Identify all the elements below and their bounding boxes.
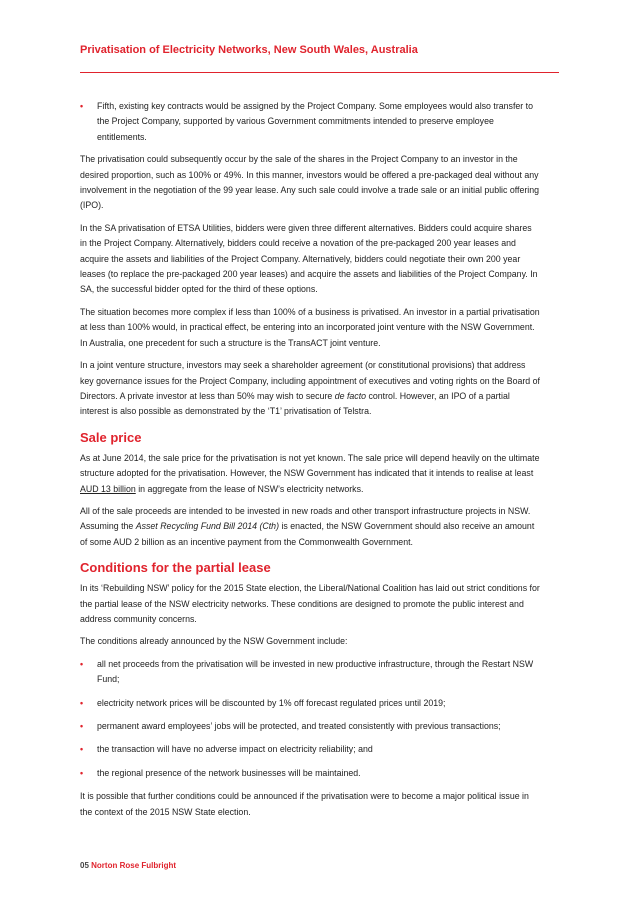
bullet-icon: • — [80, 658, 84, 669]
text-run: control. However, an IPO of a partial interest is also possible as demonstrated by the ‘T1’ privatisation of Telstra. — [80, 390, 510, 417]
list-item — [80, 742, 540, 757]
section-heading-conditions: Conditions for the partial lease — [80, 560, 271, 576]
text-run: As at June 2014, the sale price for the privatisation is not yet known. The sale price will depend heavily on the ultimate structure adopted for the privatisation. However, the NSW Government has indicated that it intends to realise at least — [80, 452, 540, 479]
bullet-icon: • — [80, 744, 84, 755]
document-body — [80, 99, 540, 827]
paragraph: It is possible that further conditions could be announced if the privatisation were to become a major political issue in the context of the 2015 NSW State election. — [80, 791, 529, 817]
paragraph: The conditions already announced by the NSW Government include: — [80, 636, 348, 647]
list-item — [80, 719, 540, 734]
bullet-icon: • — [80, 767, 84, 778]
paragraph-joint-venture — [80, 358, 540, 420]
conditions-list — [80, 657, 540, 781]
page-footer — [80, 861, 176, 870]
text-run: in aggregate from the lease of NSW’s electricity networks. — [135, 483, 364, 494]
paragraph — [80, 451, 540, 497]
list-item — [80, 657, 540, 688]
text-run: All of the sale proceeds are intended to be invested in new roads and other transport infrastructure projects in NSW. Assuming the — [80, 505, 531, 532]
bullet-icon: • — [80, 697, 84, 708]
paragraph: In its ‘Rebuilding NSW’ policy for the 2015 State election, the Liberal/National Coalition has laid out strict conditions for the partial lease of the NSW electricity networks. These conditions are designed to promote the public interest and address community concerns. — [80, 583, 540, 624]
paragraph — [80, 504, 540, 550]
paragraph: In the SA privatisation of ETSA Utilities, bidders were given three different alternatives. Bidders could acquire shares in the Project Company. Alternatively, bidders could receive a novation of the pre-packaged 200 year leases and acquire the assets and liabilities of the Project Company. Alternatively, bidders could negotiate their own 200 year leases (to replace the pre-packaged 200 year leases) and acquire the assets and liabilities of the Project Company. In SA, the successful bidder opted for the third of these options. — [80, 222, 538, 295]
list-item-text: the transaction will have no adverse impact on electricity reliability; and — [97, 744, 373, 755]
header-divider — [80, 72, 559, 73]
running-header: Privatisation of Electricity Networks, New South Wales, Australia — [80, 44, 418, 56]
list-item-text: permanent award employees’ jobs will be protected, and treated consistently with previous transactions; — [97, 721, 501, 731]
list-item-text: electricity network prices will be discounted by 1% off forecast regulated prices until 2019; — [97, 697, 446, 708]
list-item-text: the regional presence of the network businesses will be maintained. — [97, 767, 361, 778]
italic-text: de facto — [334, 390, 367, 401]
page-number: 05 — [80, 861, 89, 870]
list-item — [80, 696, 540, 711]
italic-text: Asset Recycling Fund Bill 2014 (Cth) — [135, 521, 280, 532]
list-item — [80, 766, 540, 781]
paragraph: The situation becomes more complex if less than 100% of a business is privatised. An investor in a partial privatisation at less than 100% would, in practical effect, be entering into an incorporated joint venture with the NSW Government. In Australia, one precedent for such a structure is the TransACT joint venture. — [80, 306, 540, 348]
text-run: In a joint venture structure, investors may seek a shareholder agreement (or constitutional provisions) that address key governance issues for the Project Company, including appointment of executives and voting rights on the Board of Directors. A private investor at less than 50% may wish to secure — [80, 360, 540, 401]
paragraph: The privatisation could subsequently occur by the sale of the shares in the Project Company to an investor in the desired proportion, such as 100% or 49%. In this manner, investors would be offered a pre-packaged deal without any involvement in the negotiation of the 99 year lease. Any such sale could involve a trade sale or an initial public offering (IPO). — [80, 154, 540, 211]
list-item — [80, 99, 540, 145]
firm-name: Norton Rose Fulbright — [91, 861, 177, 870]
list-item-text: all net proceeds from the privatisation will be invested in new productive infrastructure, through the Restart NSW Fund; — [97, 658, 534, 685]
section-heading-sale-price: Sale price — [80, 429, 142, 445]
list-item-text: Fifth, existing key contracts would be assigned by the Project Company. Some employees would also transfer to the Project Company, supported by various Government commitments intended to preserve employee entitlements. — [97, 101, 533, 142]
bullet-icon: • — [80, 721, 84, 731]
bullet-icon: • — [80, 101, 84, 111]
aud-13-billion-link[interactable]: AUD 13 billion — [80, 483, 136, 494]
text-run: is enacted, the NSW Government should also receive an amount of some AUD 2 billion as an incentive payment from the Commonwealth Government. — [80, 521, 535, 547]
